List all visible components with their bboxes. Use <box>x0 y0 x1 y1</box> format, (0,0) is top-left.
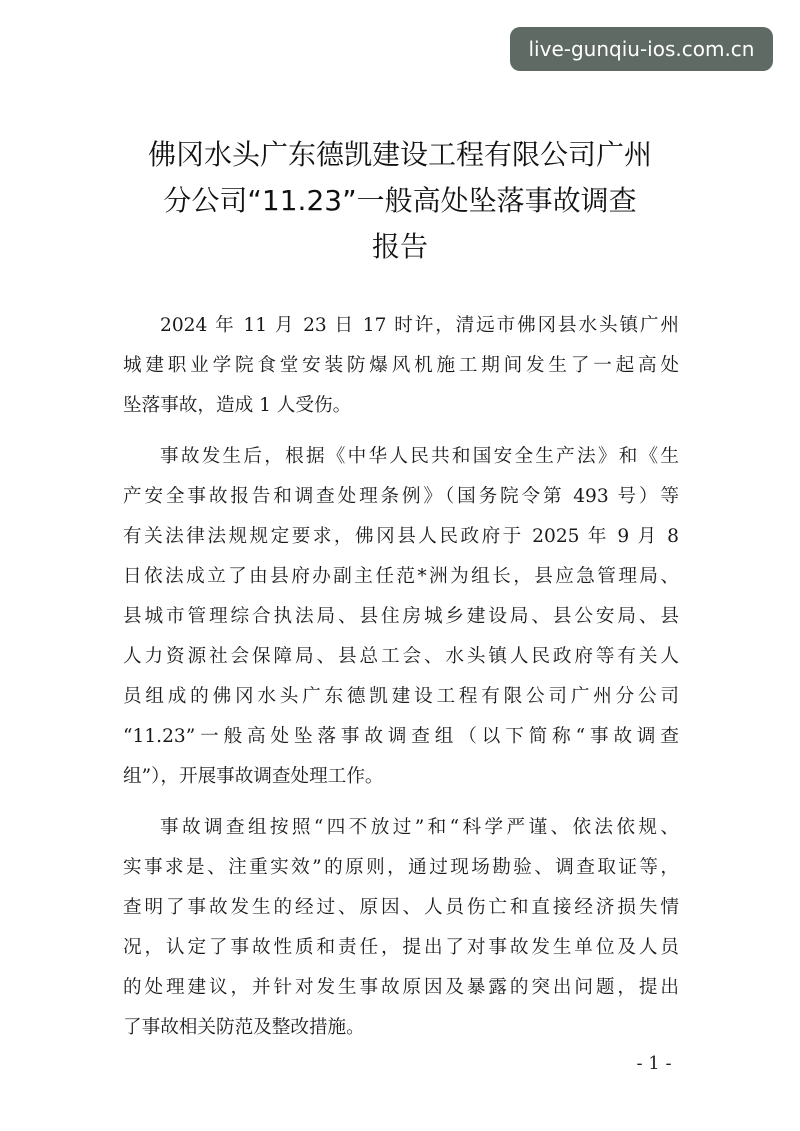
document-title <box>120 132 680 270</box>
text-line: 实事求是、注重实效”的原则，通过现场勘验、调查取证等， <box>123 857 679 878</box>
text-line: 产安全事故报告和调查处理条例》（国务院令第 493 号）等 <box>123 486 679 507</box>
title-line: 分公司“11.23”一般高处坠落事故调查 <box>163 184 637 217</box>
text-line: 人力资源社会保障局、县总工会、水头镇人民政府等有关人 <box>123 646 679 667</box>
text-line: 了事故相关防范及整改措施。 <box>123 1017 365 1038</box>
text-line: 2024 年 11 月 23 日 17 时许，清远市佛冈县水头镇广州 <box>160 315 679 336</box>
text-line: 坠落事故，造成 1 人受伤。 <box>123 395 352 416</box>
text-line: 事故调查组按照“四不放过”和“科学严谨、依法依规、 <box>160 817 679 838</box>
text-line: 有关法律法规规定要求，佛冈县人民政府于 2025 年 9 月 8 <box>123 526 679 547</box>
text-line: 县城市管理综合执法局、县住房城乡建设局、县公安局、县 <box>123 606 679 627</box>
watermark-badge: live-gunqiu-ios.com.cn <box>510 27 773 71</box>
paragraph-intro <box>123 306 679 426</box>
title-line: 佛冈水头广东德凯建设工程有限公司广州 <box>147 138 652 171</box>
text-line: 事故发生后，根据《中华人民共和国安全生产法》和《生 <box>160 446 679 467</box>
text-line: 城建职业学院食堂安装防爆风机施工期间发生了一起高处 <box>123 355 679 376</box>
text-line: 查明了事故发生的经过、原因、人员伤亡和直接经济损失情 <box>123 897 679 918</box>
paragraph-principles <box>123 808 679 1048</box>
title-line: 报告 <box>371 230 428 263</box>
text-line: 组”），开展事故调查处理工作。 <box>123 766 384 787</box>
text-line: 的处理建议，并针对发生事故原因及暴露的突出问题，提出 <box>123 977 679 998</box>
text-line: 日依法成立了由县府办副主任范*洲为组长，县应急管理局、 <box>123 566 679 587</box>
document-body <box>123 306 679 1059</box>
text-line: 况，认定了事故性质和责任，提出了对事故发生单位及人员 <box>123 937 679 958</box>
page-number: - 1 - <box>636 1053 672 1074</box>
text-line: “11.23”一般高处坠落事故调查组（以下简称“事故调查 <box>123 726 679 747</box>
text-line: 员组成的佛冈水头广东德凯建设工程有限公司广州分公司 <box>123 686 679 707</box>
paragraph-investigation-group <box>123 437 679 797</box>
